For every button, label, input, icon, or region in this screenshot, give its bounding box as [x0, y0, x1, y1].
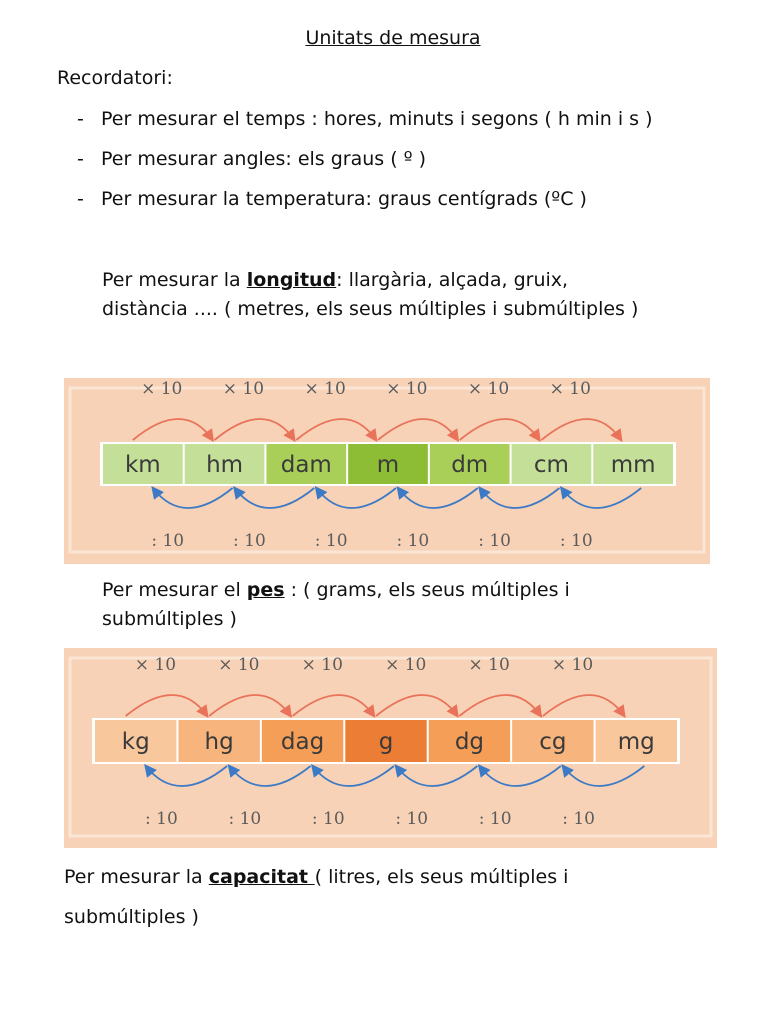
- length-multiply-label: × 10: [304, 379, 346, 399]
- capacity-line-2: submúltiples ): [64, 906, 199, 928]
- bullet-item-time: [77, 108, 653, 130]
- bullet-item-temperature: [77, 188, 587, 210]
- capacity-paragraph: [64, 857, 568, 937]
- length-unit-label-dm: dm: [451, 452, 489, 478]
- page-title: Unitats de mesura: [305, 27, 481, 49]
- weight-multiply-label: × 10: [134, 655, 177, 675]
- length-line-2: distància .... ( metres, els seus múltiples i submúltiples ): [102, 298, 639, 320]
- length-divide-label: : 10: [233, 531, 266, 551]
- weight-multiply-label: × 10: [218, 655, 260, 675]
- weight-paragraph: [102, 576, 570, 634]
- length-multiply-label: × 10: [386, 379, 428, 399]
- weight-line-2: submúltiples ): [102, 608, 237, 630]
- bullet-text: Per mesurar el temps : hores, minuts i segons ( h min i s ): [101, 108, 653, 130]
- reminder-heading: Recordatori:: [57, 67, 173, 89]
- weight-scale-diagram: [64, 648, 717, 848]
- weight-keyword: pes: [246, 579, 285, 601]
- length-divide-label: : 10: [396, 531, 430, 551]
- length-multiply-label: × 10: [141, 379, 183, 399]
- bullet-dash: -: [77, 108, 84, 130]
- length-unit-label-hm: hm: [206, 452, 244, 478]
- weight-multiply-label: × 10: [301, 655, 343, 675]
- weight-unit-label-kg: kg: [121, 729, 150, 755]
- capacity-line-1: Per mesurar la capacitat ( litres, els seus múltiples i: [64, 866, 569, 888]
- capacity-keyword: capacitat: [208, 866, 315, 888]
- length-multiply-label: × 10: [222, 379, 265, 399]
- length-unit-label-cm: cm: [533, 452, 569, 478]
- weight-unit-label-hg: hg: [204, 729, 234, 755]
- weight-divide-label: : 10: [311, 809, 345, 829]
- weight-divide-label: : 10: [395, 809, 429, 829]
- length-divide-label: : 10: [559, 531, 593, 551]
- length-line-1: Per mesurar la longitud: llargària, alçada, gruix,: [102, 269, 569, 291]
- length-multiply-label: × 10: [467, 379, 510, 399]
- length-scale-diagram: [64, 378, 710, 564]
- length-unit-label-dam: dam: [280, 452, 332, 478]
- weight-divide-label: : 10: [562, 809, 595, 829]
- bullet-dash: -: [77, 148, 84, 170]
- weight-multiply-label: × 10: [385, 655, 427, 675]
- weight-divide-label: : 10: [478, 809, 512, 829]
- weight-multiply-label: × 10: [551, 655, 594, 675]
- weight-unit-label-mg: mg: [617, 729, 655, 755]
- length-multiply-label: × 10: [549, 379, 591, 399]
- length-unit-label-mm: mm: [610, 452, 656, 478]
- bullet-dash: -: [77, 188, 84, 210]
- bullet-item-angles: [77, 148, 426, 170]
- length-unit-label-m: m: [376, 452, 400, 478]
- weight-multiply-label: × 10: [468, 655, 510, 675]
- length-divide-label: : 10: [151, 531, 185, 551]
- length-conversion-panel: [64, 378, 710, 564]
- bullet-text: Per mesurar angles: els graus ( º ): [101, 148, 427, 170]
- length-divide-label: : 10: [314, 531, 348, 551]
- bullet-text: Per mesurar la temperatura: graus centígrads (ºC ): [101, 188, 587, 210]
- length-keyword: longitud: [246, 269, 337, 291]
- length-paragraph: [102, 266, 638, 324]
- weight-line-1: Per mesurar el pes : ( grams, els seus múltiples i: [102, 579, 570, 601]
- weight-unit-label-dg: dg: [454, 729, 485, 755]
- weight-divide-label: : 10: [145, 809, 178, 829]
- length-divide-label: : 10: [478, 531, 511, 551]
- weight-conversion-panel: [64, 648, 717, 848]
- weight-divide-label: : 10: [228, 809, 262, 829]
- weight-unit-label-cg: cg: [539, 729, 567, 755]
- weight-unit-label-g: g: [378, 729, 394, 755]
- weight-unit-label-dag: dag: [280, 729, 325, 755]
- length-unit-label-km: km: [124, 452, 161, 478]
